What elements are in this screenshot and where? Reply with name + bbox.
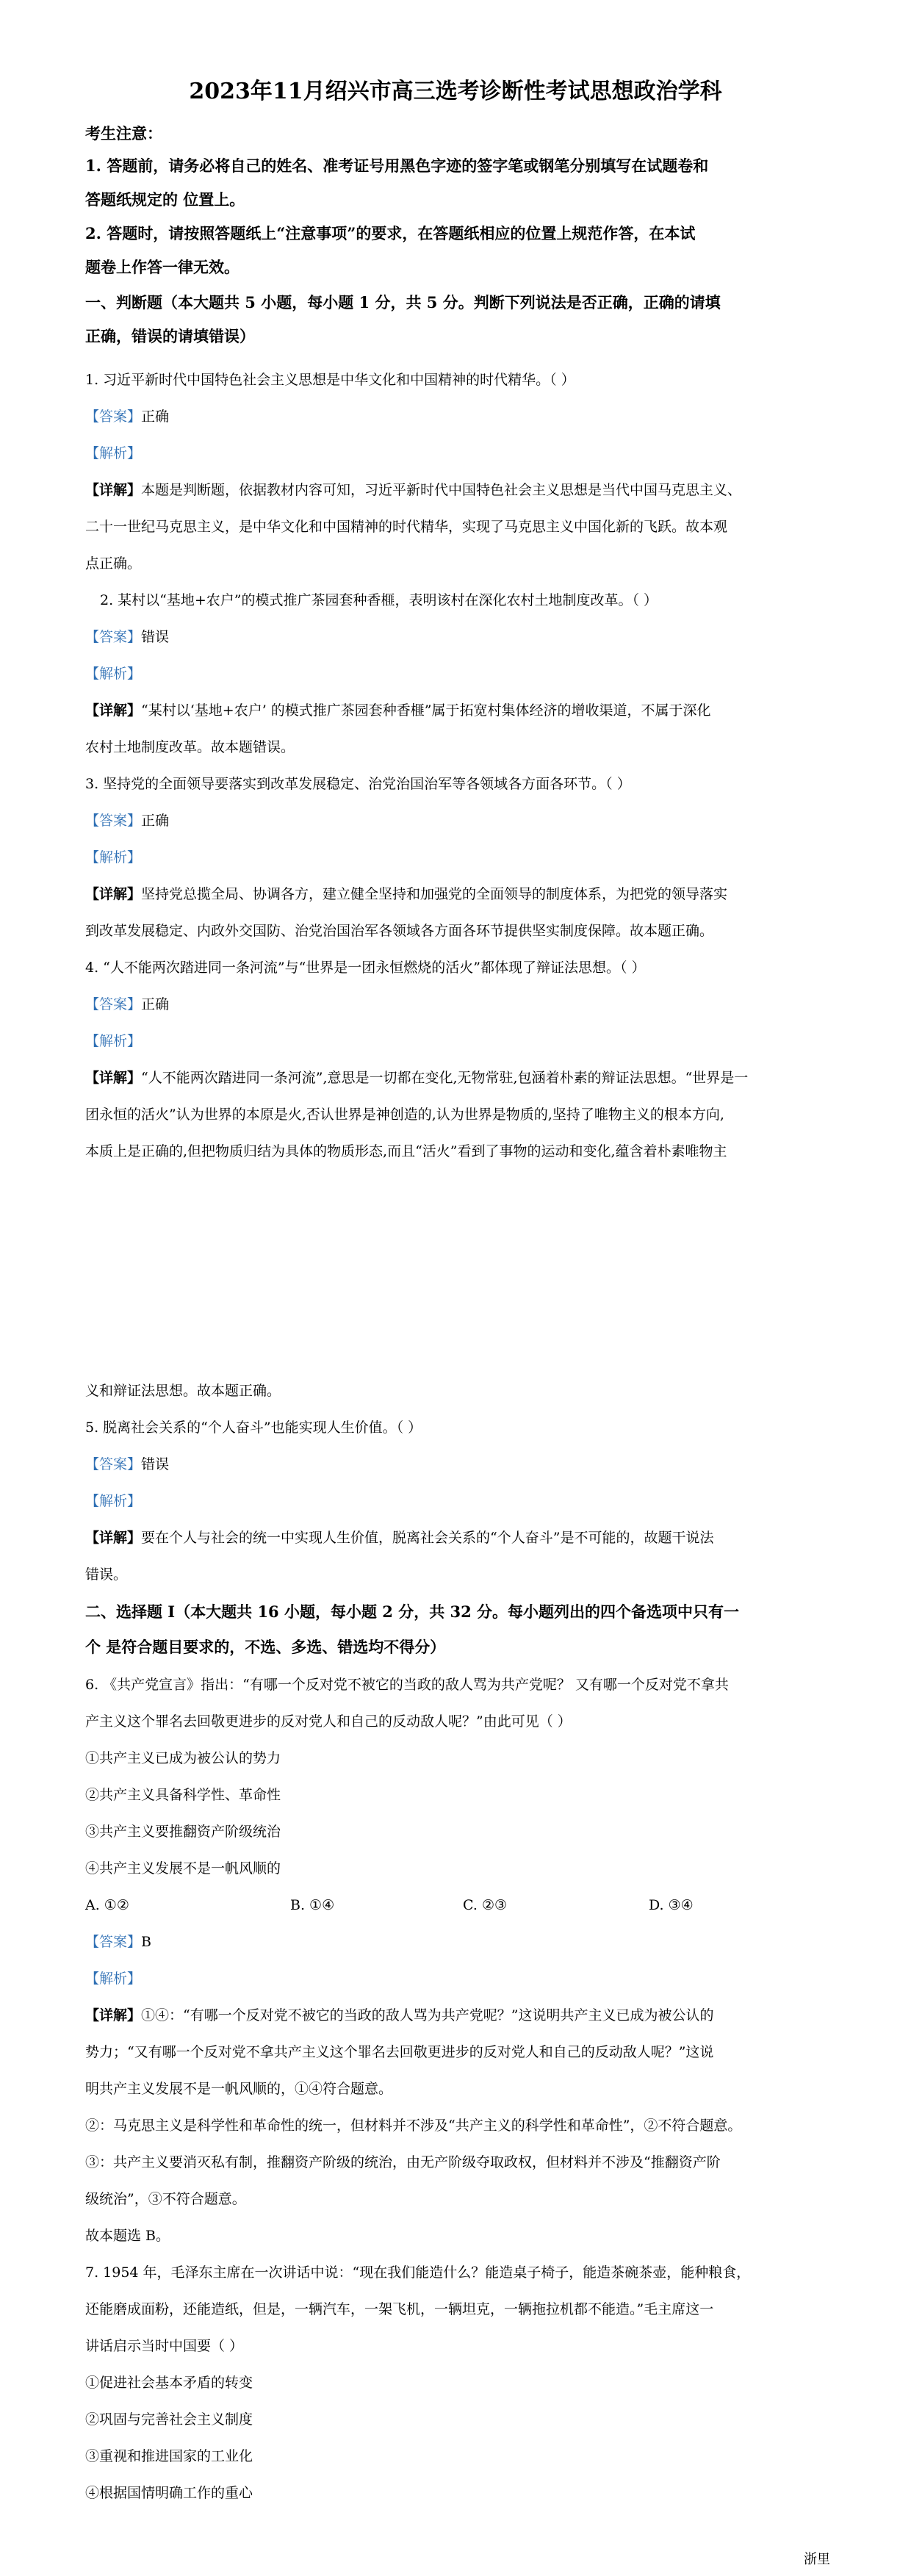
question-6-stem-cont: 产主义这个罪名去回敬更进步的反对党人和自己的反动敌人呢？”由此可见（ ） (85, 1713, 572, 1730)
section2-heading: 二、选择题 I（本大题共 16 小题，每小题 2 分，共 32 分。每小题列出的四个备选项中只有一 (85, 1602, 740, 1621)
notice-item: 题卷上作答一律无效。 (85, 258, 240, 276)
answer-label: 【答案】 (85, 1934, 142, 1950)
statement: ③共产主义要推翻资产阶级统治 (85, 1824, 281, 1840)
question-6-answer (85, 1932, 827, 1951)
statement: ①促进社会基本矛盾的转变 (85, 2375, 253, 2391)
analysis-label: 【解析】 (85, 1971, 142, 1987)
answer-value: 正确 (141, 813, 170, 829)
question-2-detail (85, 701, 827, 720)
question-7-stem-cont: 还能磨成面粉，还能造纸，但是，一辆汽车，一架飞机，一辆坦克，一辆拖拉机都不能造。”毛主席这一 (85, 2301, 714, 2317)
question-2-stem: 2. 某村以“基地+农户”的模式推广茶园套种香榧，表明该村在深化农村土地制度改革。（ ） (100, 592, 658, 608)
answer-label: 【答案】 (85, 813, 142, 829)
detail-text: “人不能两次踏进同一条河流”,意思是一切都在变化,无物常驻,包涵着朴素的辩证法思想。“世界是一 (141, 1070, 749, 1086)
notice-heading: 考生注意： (85, 124, 162, 143)
statement: ④共产主义发展不是一帆风顺的 (85, 1860, 281, 1877)
answer-label: 【答案】 (85, 996, 142, 1012)
detail-text: 点正确。 (85, 555, 142, 572)
answer-label: 【答案】 (85, 629, 142, 645)
question-6-stem: 6. 《共产党宣言》指出：“有哪一个反对党不被它的当政的敌人骂为共产党呢？ 又有哪一个反对党不拿共 (85, 1677, 729, 1693)
page-footer: 浙里 (804, 2552, 830, 2567)
notice-item: 1. 答题前，请务必将自己的姓名、准考证号用黑色字迹的签字笔或钢笔分别填写在试题卷和 (85, 156, 709, 175)
question-6-detail (85, 2006, 827, 2025)
detail-text: 二十一世纪马克思主义，是中华文化和中国精神的时代精华，实现了马克思主义中国化新的飞跃。故本观 (85, 519, 728, 535)
option-d: D. ③④ (649, 1897, 694, 1913)
detail-text: 本题是判断题，依据教材内容可知，习近平新时代中国特色社会主义思想是当代中国马克思主义、 (141, 482, 742, 498)
option-a: A. ①② (85, 1897, 129, 1913)
section2-heading-cont: 个 是符合题目要求的，不选、多选、错选均不得分） (85, 1638, 446, 1656)
page-title: 2023年11月绍兴市高三选考诊断性考试思想政治学科 (189, 79, 722, 104)
analysis-label: 【解析】 (85, 445, 142, 461)
detail-text: 势力；“又有哪一个反对党不拿共产主义这个罪名去回敬更进步的反对党人和自己的反动敌人呢？”这说 (85, 2044, 714, 2060)
detail-text: 级统治”，③不符合题意。 (85, 2191, 246, 2207)
statement: ②共产主义具备科学性、革命性 (85, 1787, 281, 1803)
detail-text: 坚持党总揽全局、协调各方，建立健全坚持和加强党的全面领导的制度体系，为把党的领导落实 (141, 886, 728, 902)
question-1-answer (85, 407, 827, 426)
detail-text: 本质上是正确的,但把物质归结为具体的物质形态,而且“活火”看到了事物的运动和变化,蕴含着朴素唯物主 (85, 1143, 727, 1159)
statement: ④根据国情明确工作的重心 (85, 2485, 253, 2501)
detail-label: 【详解】 (85, 702, 142, 719)
statement: ②巩固与完善社会主义制度 (85, 2411, 253, 2428)
detail-text: 团永恒的活火”认为世界的本原是火,否认世界是神创造的,认为世界是物质的,坚持了唯物主义的根本方向, (85, 1107, 724, 1123)
detail-text: 到改革发展稳定、内政外交国防、治党治国治军各领域各方面各环节提供坚实制度保障。故本题正确。 (85, 923, 714, 939)
analysis-label: 【解析】 (85, 1033, 142, 1049)
statement: ①共产主义已成为被公认的势力 (85, 1750, 281, 1766)
question-4-answer (85, 995, 827, 1014)
question-5-answer (85, 1455, 827, 1474)
answer-value: 错误 (141, 629, 170, 645)
answer-value: B (141, 1934, 151, 1950)
question-5-stem: 5. 脱离社会关系的“个人奋斗”也能实现人生价值。（ ） (85, 1420, 422, 1436)
detail-text: ①④：“有哪一个反对党不被它的当政的敌人骂为共产党呢？”这说明共产主义已成为被公认的 (141, 2007, 714, 2023)
option-b: B. ①④ (290, 1897, 335, 1913)
answer-value: 错误 (141, 1456, 170, 1472)
detail-label: 【详解】 (85, 1070, 142, 1086)
option-c: C. ②③ (463, 1897, 508, 1913)
answer-value: 正确 (141, 996, 170, 1012)
detail-text: 明共产主义发展不是一帆风顺的，①④符合题意。 (85, 2081, 393, 2097)
question-3-answer (85, 811, 827, 830)
question-4-stem: 4. “人不能两次踏进同一条河流”与“世界是一团永恒燃烧的活火”都体现了辩证法思想。（ ） (85, 960, 646, 976)
answer-value: 正确 (141, 409, 170, 425)
question-1-stem: 1. 习近平新时代中国特色社会主义思想是中华文化和中国精神的时代精华。（ ） (85, 372, 575, 388)
detail-text: “某村以‘基地+农户’ 的模式推广茶园套种香榧”属于拓宽村集体经济的增收渠道，不属于深化 (141, 702, 711, 719)
detail-text: ②：马克思主义是科学性和革命性的统一，但材料并不涉及“共产主义的科学性和革命性”，②不符合题意。 (85, 2118, 742, 2134)
detail-label: 【详解】 (85, 482, 142, 498)
statement: ③重视和推进国家的工业化 (85, 2448, 253, 2464)
analysis-label: 【解析】 (85, 666, 142, 682)
analysis-label: 【解析】 (85, 849, 142, 866)
question-3-detail (85, 885, 827, 904)
section1-heading-cont: 正确，错误的请填错误） (85, 327, 255, 345)
section1-heading: 一、判断题（本大题共 5 小题，每小题 1 分，共 5 分。判断下列说法是否正确，正确的请填 (85, 293, 721, 312)
question-7-stem: 7. 1954 年，毛泽东主席在一次讲话中说：“现在我们能造什么？能造桌子椅子，能造茶碗茶壶，能种粮食， (85, 2264, 751, 2281)
detail-label: 【详解】 (85, 886, 142, 902)
question-1-detail (85, 481, 827, 500)
answer-label: 【答案】 (85, 1456, 142, 1472)
detail-text: ③：共产主义要消灭私有制，推翻资产阶级的统治，由无产阶级夺取政权，但材料并不涉及“推翻资产阶 (85, 2154, 721, 2170)
detail-text: 错误。 (85, 1566, 128, 1583)
question-3-stem: 3. 坚持党的全面领导要落实到改革发展稳定、治党治国治军等各领域各方面各环节。（ ） (85, 776, 631, 792)
detail-text: 要在个人与社会的统一中实现人生价值，脱离社会关系的“个人奋斗”是不可能的，故题干说法 (141, 1530, 714, 1546)
detail-text: 义和辩证法思想。故本题正确。 (85, 1383, 281, 1399)
question-4-detail (85, 1068, 827, 1087)
analysis-label: 【解析】 (85, 1493, 142, 1509)
notice-item: 答题纸规定的 位置上。 (85, 190, 245, 209)
detail-text: 故本题选 B。 (85, 2228, 170, 2244)
notice-item: 2. 答题时，请按照答题纸上“注意事项”的要求，在答题纸相应的位置上规范作答，在本试 (85, 224, 696, 242)
detail-label: 【详解】 (85, 1530, 142, 1546)
question-2-answer (85, 627, 827, 647)
question-7-stem-cont: 讲话启示当时中国要（ ） (85, 2338, 244, 2354)
detail-text: 农村土地制度改革。故本题错误。 (85, 739, 295, 755)
detail-label: 【详解】 (85, 2007, 142, 2023)
answer-label: 【答案】 (85, 409, 142, 425)
question-5-detail (85, 1528, 827, 1547)
